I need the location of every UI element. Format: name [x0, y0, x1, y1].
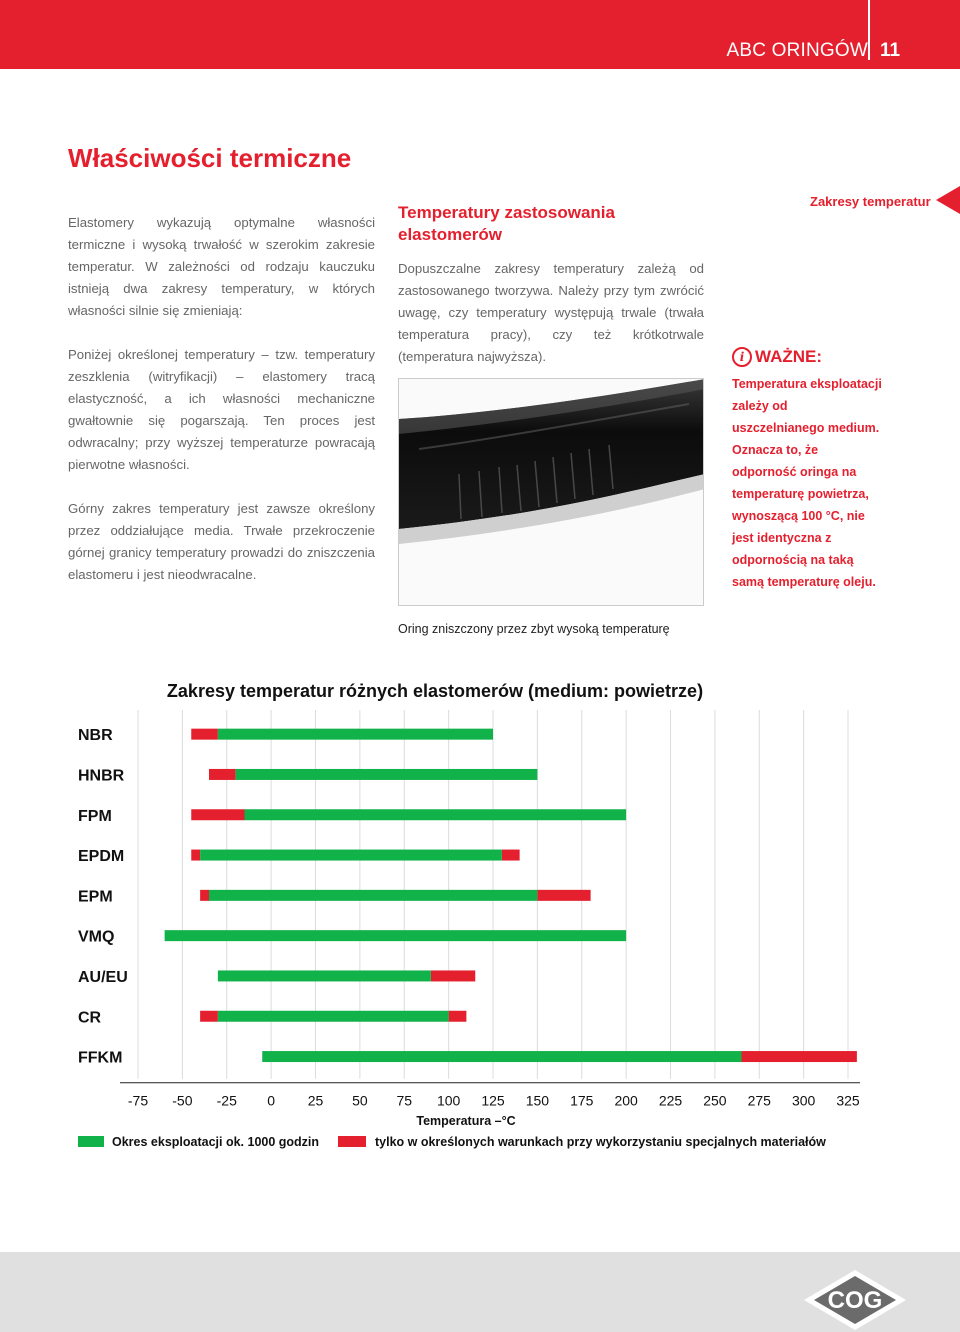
x-tick-label: 175 [570, 1092, 594, 1109]
x-tick-label: -25 [216, 1092, 237, 1109]
bar-special-cr [449, 1011, 467, 1022]
legend-swatch-special [338, 1136, 366, 1147]
bar-normal-nbr [218, 729, 493, 740]
bar-special-aueu [431, 970, 475, 981]
bar-special-hnbr [209, 769, 236, 780]
category-label: AU/EU [78, 968, 128, 986]
chart-title: Zakresy temperatur różnych elastomerów (medium: powietrze) [166, 681, 704, 701]
bar-normal-ffkm [262, 1051, 741, 1062]
bar-special-epm [537, 890, 590, 901]
damaged-oring-photo [398, 378, 704, 606]
bar-normal-aueu [218, 970, 431, 981]
category-label: VMQ [78, 928, 115, 946]
left-paragraph-2: Poniżej określonej temperatury – tzw. temperatury zeszklenia (witryfikacji) – elastomery tracą elastyczność, a ich własności mechaniczne gwałtownie się pogarszają. Ten proces jest odwracalny; przy wyższej temperaturze powracają pierwotne własności. [68, 347, 375, 472]
bar-normal-cr [218, 1011, 449, 1022]
x-tick-label: 250 [703, 1092, 727, 1109]
x-tick-label: 225 [658, 1092, 683, 1109]
section-title: Właściwości termiczne [68, 143, 352, 173]
notice-text: Temperatura eksploatacji zależy od uszczelnianego medium. Oznacza to, że odporność oringa na temperaturę powietrza, wynoszącą 100 °C, nie jest identyczna z odpornością na taką samą temperaturę oleju. [732, 377, 882, 589]
bar-normal-epdm [200, 850, 502, 861]
damaged-oring-image [399, 379, 704, 606]
header-separator [868, 0, 870, 60]
x-tick-label: 200 [614, 1092, 638, 1109]
bar-special-ffkm [742, 1051, 857, 1062]
category-label: NBR [78, 727, 113, 745]
bar-special-epdm [191, 850, 200, 861]
left-paragraph-1: Elastomery wykazują optymalne własności termiczne i wysoką trwałość w szerokim zakresie temperatur. W zależności od rodzaju kauczuku istnieją dwa zakresy temperatury, w których własności silnie się zmieniają: [68, 215, 375, 318]
side-tab-arrow [936, 186, 960, 214]
bar-normal-epm [209, 890, 537, 901]
side-tab-label: Zakresy temperatur [810, 194, 931, 209]
x-tick-label: 275 [747, 1092, 771, 1109]
page-number: 11 [880, 40, 901, 61]
middle-paragraph: Dopuszczalne zakresy temperatury zależą od zastosowanego tworzywa. Należy przy tym zwrócić uwagę, czy temperatury występują trwale (trwała temperatura pracy), czy też krótkotrwale (temperatura najwyższa). [398, 261, 704, 364]
notice-title-text: WAŻNE: [755, 347, 823, 366]
category-label: CR [78, 1009, 102, 1027]
x-tick-label: 50 [352, 1092, 368, 1109]
bar-special-epm [200, 890, 209, 901]
left-paragraph-3: Górny zakres temperatury jest zawsze określony przez oddziałujące media. Trwałe przekroczenie górnej granicy temperatury prowadzi do zniszczenia elastomeru i jest nieodwracalne. [68, 501, 375, 582]
notice-title [732, 347, 822, 367]
x-tick-label: 300 [791, 1092, 816, 1109]
x-tick-label: 150 [525, 1092, 550, 1109]
x-tick-label: -50 [172, 1092, 193, 1109]
cog-logo [800, 1268, 910, 1332]
category-label: EPM [78, 888, 113, 906]
legend-swatch-normal [78, 1136, 104, 1147]
x-tick-label: 0 [267, 1092, 276, 1109]
x-axis-label: Temperatura –°C [416, 1114, 516, 1128]
bar-normal-vmq [165, 930, 627, 941]
bar-special-nbr [191, 729, 218, 740]
bar-special-epdm [502, 850, 520, 861]
bar-normal-fpm [245, 809, 627, 820]
photo-caption: Oring zniszczony przez zbyt wysoką temperaturę [398, 622, 670, 636]
temperature-range-chart [0, 670, 960, 1170]
category-label: HNBR [78, 767, 125, 785]
x-tick-label: 25 [307, 1092, 324, 1109]
svg-text:COG: COG [827, 1287, 883, 1314]
category-label: FPM [78, 807, 112, 825]
legend-label-special: tylko w określonych warunkach przy wykorzystaniu specjalnych materiałów [375, 1135, 826, 1149]
legend-label-normal: Okres eksploatacji ok. 1000 godzin [112, 1135, 320, 1149]
x-tick-label: 125 [481, 1092, 505, 1109]
x-tick-label: 100 [436, 1092, 461, 1109]
bar-special-fpm [191, 809, 244, 820]
category-label: FFKM [78, 1049, 123, 1067]
header-brand: ABC ORINGÓW [726, 40, 868, 61]
info-icon: i [732, 347, 752, 367]
header-bar [0, 0, 960, 69]
bar-special-cr [200, 1011, 218, 1022]
middle-heading: Temperatury zastosowania elastomerów [398, 203, 615, 244]
x-tick-label: 325 [836, 1092, 860, 1109]
bar-normal-hnbr [236, 769, 538, 780]
x-tick-label: -75 [127, 1092, 149, 1109]
x-tick-label: 75 [396, 1092, 413, 1109]
category-label: EPDM [78, 848, 125, 866]
